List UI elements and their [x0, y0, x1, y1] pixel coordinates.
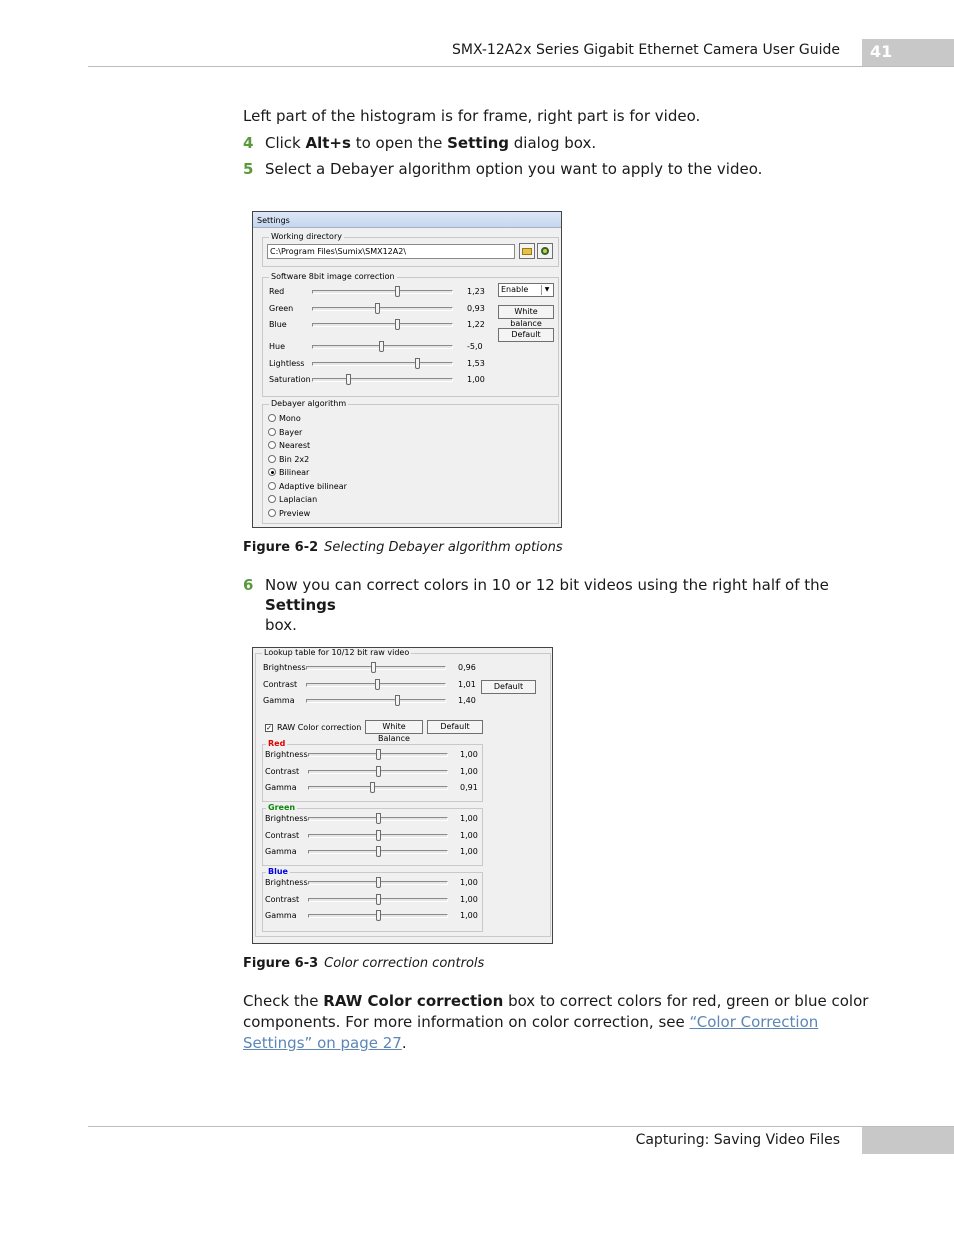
slider-label: Red	[269, 287, 285, 296]
slider-label: Brightness	[265, 814, 308, 823]
slider-label: Green	[269, 304, 294, 313]
debayer-option-label: Adaptive bilinear	[279, 481, 347, 491]
chevron-down-icon: ▼	[541, 285, 552, 295]
slider-value: 1,00	[467, 375, 485, 384]
slider-thumb[interactable]	[376, 877, 381, 888]
slider-label: Blue	[269, 320, 287, 329]
raw-color-correction-label: RAW Color correction	[277, 723, 362, 732]
step-text: Select a Debayer algorithm option you want to apply to the video.	[265, 160, 763, 178]
figure-caption: Color correction controls	[324, 956, 485, 971]
color-correction-panel	[252, 647, 553, 944]
slider-label: Brightness	[265, 750, 308, 759]
dialog-title: Settings	[257, 216, 290, 225]
debayer-radio[interactable]	[268, 414, 276, 422]
slider-label: Hue	[269, 342, 286, 351]
slider-label: Contrast	[265, 831, 300, 840]
channel-title: Blue	[268, 867, 288, 876]
debayer-radio[interactable]	[268, 428, 276, 436]
white-balance-button[interactable]: White balance	[498, 305, 554, 319]
slider-value: 0,96	[458, 663, 476, 672]
figure-6-3-caption	[243, 956, 484, 971]
slider-thumb[interactable]	[370, 782, 375, 793]
slider-thumb[interactable]	[371, 662, 376, 673]
debayer-algorithm-group	[262, 399, 559, 524]
step-text: Click Alt+s to open the Setting dialog box.	[265, 134, 597, 152]
slider-thumb[interactable]	[395, 695, 400, 706]
step-number: 6	[243, 576, 254, 594]
figure-label: Figure 6-3	[243, 956, 319, 971]
folder-icon	[522, 248, 532, 255]
group-title: Software 8bit image correction	[271, 272, 395, 281]
channel-group-green	[262, 803, 483, 866]
slider-track[interactable]	[312, 323, 453, 327]
slider-thumb[interactable]	[376, 830, 381, 841]
debayer-option-label: Laplacian	[279, 495, 318, 504]
channel-group-blue	[262, 867, 483, 932]
slider-value: 1,00	[460, 847, 478, 856]
slider-track[interactable]	[308, 786, 448, 790]
slider-label: Contrast	[265, 895, 300, 904]
header-rule	[88, 66, 954, 67]
magnifier-icon	[541, 247, 549, 255]
slider-thumb[interactable]	[376, 894, 381, 905]
debayer-radio[interactable]	[268, 495, 276, 503]
slider-value: 1,00	[460, 831, 478, 840]
channel-title: Red	[268, 739, 286, 748]
debayer-option-label: Preview	[279, 508, 311, 518]
raw-color-correction-checkbox[interactable]: ✓	[266, 724, 272, 732]
slider-value: 0,91	[460, 783, 478, 792]
slider-label: Gamma	[265, 783, 297, 792]
slider-track[interactable]	[312, 290, 453, 294]
slider-value: 1,00	[460, 767, 478, 776]
group-title: Working directory	[271, 232, 342, 241]
slider-thumb[interactable]	[376, 846, 381, 857]
debayer-radio[interactable]	[268, 482, 276, 490]
channel-title: Green	[268, 803, 296, 812]
closing-paragraph: Check the RAW Color correction box to correct colors for red, green or blue color components. For more information on color correction, see “Color Correction Settings” on page 27.	[243, 992, 869, 1052]
slider-label: Gamma	[265, 847, 297, 856]
raw-white-balance-button[interactable]: White Balance	[365, 720, 423, 734]
debayer-option-label: Bayer	[279, 427, 303, 437]
slider-thumb[interactable]	[375, 303, 380, 314]
slider-label: Lightless	[269, 359, 305, 368]
running-header-title: SMX-12A2x Series Gigabit Ethernet Camera User Guide	[452, 42, 840, 58]
slider-thumb[interactable]	[379, 341, 384, 352]
slider-label: Saturation	[269, 375, 311, 384]
debayer-radio[interactable]	[268, 468, 276, 476]
step-number: 4	[243, 134, 254, 152]
channel-group-red	[262, 739, 483, 802]
debayer-option-label: Nearest	[279, 441, 311, 450]
footer-tab	[862, 1127, 954, 1154]
group-title: Debayer algorithm	[271, 399, 347, 408]
slider-track[interactable]	[306, 699, 446, 703]
lookup-default-button[interactable]: Default	[481, 680, 536, 694]
slider-value: 1,00	[460, 750, 478, 759]
slider-value: 1,00	[460, 911, 478, 920]
slider-track[interactable]	[312, 362, 453, 366]
running-footer-title: Capturing: Saving Video Files	[635, 1132, 840, 1148]
slider-label: Brightness	[263, 663, 306, 672]
slider-value: 1,00	[460, 878, 478, 887]
step-4	[243, 133, 863, 153]
slider-value: 1,53	[467, 359, 485, 368]
slider-track[interactable]	[312, 307, 453, 311]
find-button[interactable]	[537, 243, 553, 259]
figure-6-2-caption	[243, 540, 563, 555]
slider-value: 1,23	[467, 287, 485, 296]
default-button[interactable]: Default	[498, 328, 554, 342]
debayer-radio[interactable]	[268, 509, 276, 517]
slider-thumb[interactable]	[375, 679, 380, 690]
dialog-titlebar	[253, 212, 561, 228]
slider-value: -5,0	[467, 342, 483, 351]
debayer-option-label: Bilinear	[279, 468, 310, 477]
figure-caption: Selecting Debayer algorithm options	[324, 540, 563, 555]
intro-paragraph: Left part of the histogram is for frame, right part is for video.	[243, 107, 701, 125]
slider-thumb[interactable]	[346, 374, 351, 385]
page-number: 41	[862, 39, 954, 67]
step-number: 5	[243, 160, 254, 178]
step-text: Now you can correct colors in 10 or 12 bit videos using the right half of the Settings box.	[265, 576, 829, 634]
working-directory-input[interactable]: C:\Program Files\Sumix\SMX12A2\	[267, 244, 515, 259]
slider-value: 1,22	[467, 320, 485, 329]
slider-value: 0,93	[467, 304, 485, 313]
slider-thumb[interactable]	[376, 766, 381, 777]
working-directory-group	[262, 232, 559, 267]
debayer-radio[interactable]	[268, 441, 276, 449]
slider-track[interactable]	[312, 378, 453, 382]
slider-label: Gamma	[263, 696, 295, 705]
slider-label: Contrast	[263, 680, 298, 689]
footer-rule	[88, 1126, 954, 1127]
slider-thumb[interactable]	[395, 319, 400, 330]
browse-folder-button[interactable]	[519, 243, 535, 259]
debayer-option-label: Bin 2x2	[279, 454, 310, 464]
slider-value: 1,01	[458, 680, 476, 689]
slider-track[interactable]	[306, 666, 446, 670]
raw-default-button[interactable]: Default	[427, 720, 483, 734]
step-6	[243, 575, 868, 634]
slider-thumb[interactable]	[376, 813, 381, 824]
slider-value: 1,00	[460, 895, 478, 904]
slider-label: Brightness	[265, 878, 308, 887]
slider-label: Gamma	[265, 911, 297, 920]
enable-select[interactable]: Enable ▼	[498, 283, 554, 297]
settings-dialog	[252, 211, 562, 528]
slider-value: 1,00	[460, 814, 478, 823]
slider-thumb[interactable]	[415, 358, 420, 369]
cross-reference-link[interactable]: “Color Correction Settings” on page 27	[243, 1013, 819, 1052]
lookup-table-group	[255, 648, 551, 937]
slider-thumb[interactable]	[395, 286, 400, 297]
slider-value: 1,40	[458, 696, 476, 705]
group-title: Lookup table for 10/12 bit raw video	[264, 648, 410, 657]
debayer-option-label: Mono	[279, 414, 301, 423]
image-correction-group	[262, 272, 559, 397]
slider-thumb[interactable]	[376, 749, 381, 760]
slider-thumb[interactable]	[376, 910, 381, 921]
slider-label: Contrast	[265, 767, 300, 776]
figure-label: Figure 6-2	[243, 540, 319, 555]
debayer-radio[interactable]	[268, 455, 276, 463]
step-5	[243, 159, 863, 179]
